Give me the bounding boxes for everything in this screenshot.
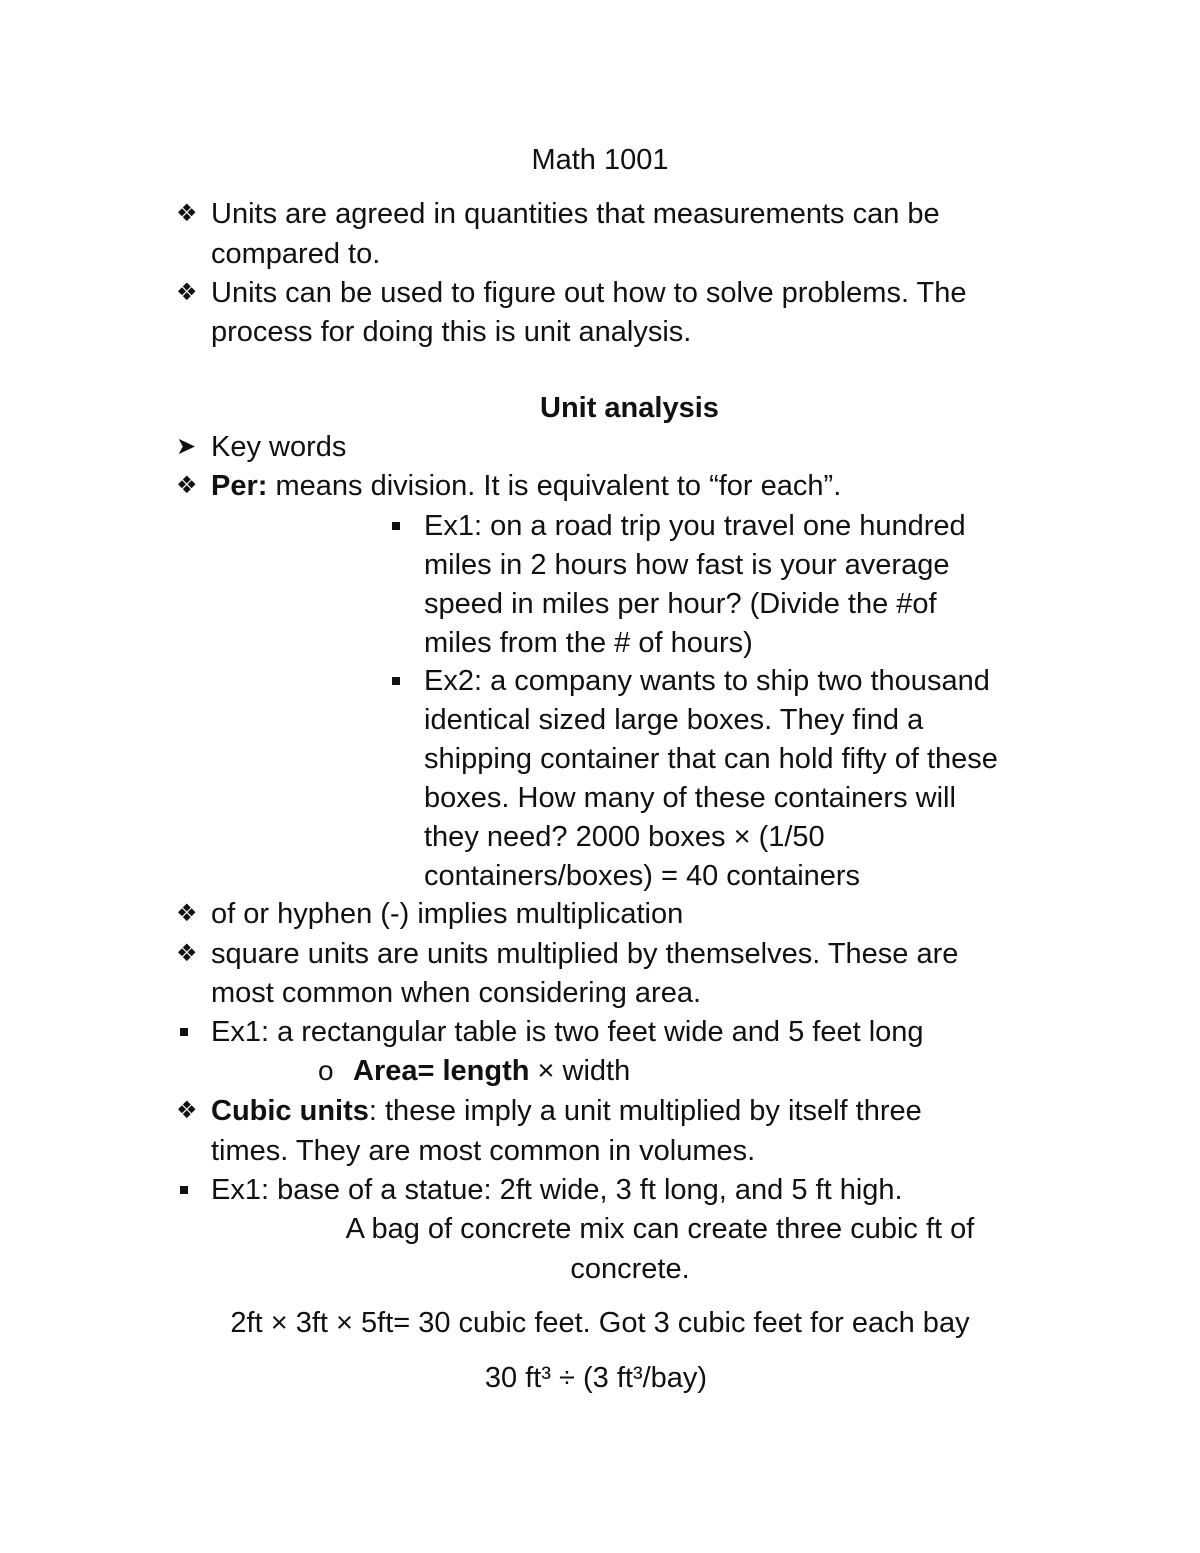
per-example-1-line-4: miles from the # of hours) <box>424 627 753 659</box>
per-example-2-line-4: boxes. How many of these containers will <box>424 782 956 814</box>
per-example-1-line-3: speed in miles per hour? (Divide the #of <box>424 588 937 620</box>
per-example-1-line-1: Ex1: on a road trip you travel one hundred <box>424 510 966 542</box>
section-heading: Unit analysis <box>540 392 719 424</box>
cubic-units-term: Cubic units <box>211 1095 369 1127</box>
square-bullet-icon <box>180 1028 188 1036</box>
per-example-2-line-2: identical sized large boxes. They find a <box>424 704 924 736</box>
intro-bullet-1-line-1: Units are agreed in quantities that measurements can be <box>211 198 940 230</box>
four-diamond-bullet-icon: ❖ <box>176 900 198 927</box>
area-formula <box>353 1054 630 1088</box>
concrete-line-2: concrete. <box>570 1253 690 1285</box>
area-formula-rest: × width <box>529 1055 631 1087</box>
square-bullet-icon <box>392 522 400 530</box>
four-diamond-bullet-icon: ❖ <box>176 940 198 967</box>
volume-calculation: 2ft × 3ft × 5ft= 30 cubic feet. Got 3 cubic feet for each bay <box>230 1307 970 1339</box>
intro-bullet-1-line-2: compared to. <box>211 238 381 270</box>
cubic-units-text: : these imply a unit multiplied by itself three <box>368 1095 922 1127</box>
bag-division-calculation: 30 ft³ ÷ (3 ft³/bay) <box>484 1362 708 1394</box>
square-bullet-icon <box>392 677 400 685</box>
concrete-line-1: A bag of concrete mix can create three cubic ft of <box>345 1213 975 1245</box>
per-example-2-line-1: Ex2: a company wants to ship two thousand <box>424 665 990 697</box>
per-example-2-line-5: they need? 2000 boxes × (1/50 <box>424 821 825 853</box>
square-units-line-1: square units are units multiplied by themselves. These are <box>211 938 959 970</box>
cubic-units-example: Ex1: base of a statue: 2ft wide, 3 ft long, and 5 ft high. <box>211 1174 903 1206</box>
of-hyphen-rule: of or hyphen (-) implies multiplication <box>211 898 684 930</box>
per-term: Per: <box>211 470 268 502</box>
per-text: means division. It is equivalent to “for each”. <box>267 470 842 502</box>
per-example-2-line-6: containers/boxes) = 40 containers <box>424 860 861 892</box>
four-diamond-bullet-icon: ❖ <box>176 200 198 227</box>
intro-bullet-2-line-2: process for doing this is unit analysis. <box>211 316 692 348</box>
key-words-label: Key words <box>211 431 347 463</box>
square-bullet-icon <box>180 1186 188 1194</box>
cubic-units-line-2: times. They are most common in volumes. <box>211 1135 756 1167</box>
per-example-1-line-2: miles in 2 hours how fast is your average <box>424 549 950 581</box>
square-units-line-2: most common when considering area. <box>211 977 702 1009</box>
four-diamond-bullet-icon: ❖ <box>176 279 198 306</box>
per-example-2-line-3: shipping container that can hold fifty of these <box>424 743 998 775</box>
four-diamond-bullet-icon: ❖ <box>176 1097 198 1124</box>
area-formula-bold: Area= length <box>353 1055 530 1087</box>
intro-bullet-2-line-1: Units can be used to figure out how to solve problems. The <box>211 277 967 309</box>
hollow-circle-bullet-icon: o <box>318 1055 334 1086</box>
square-units-example: Ex1: a rectangular table is two feet wide and 5 feet long <box>211 1016 924 1048</box>
page-title: Math 1001 <box>531 144 669 176</box>
per-definition <box>211 469 841 503</box>
four-diamond-bullet-icon: ❖ <box>176 472 198 499</box>
cubic-units-line-1 <box>211 1094 922 1128</box>
arrowhead-bullet-icon: ➤ <box>176 433 197 460</box>
